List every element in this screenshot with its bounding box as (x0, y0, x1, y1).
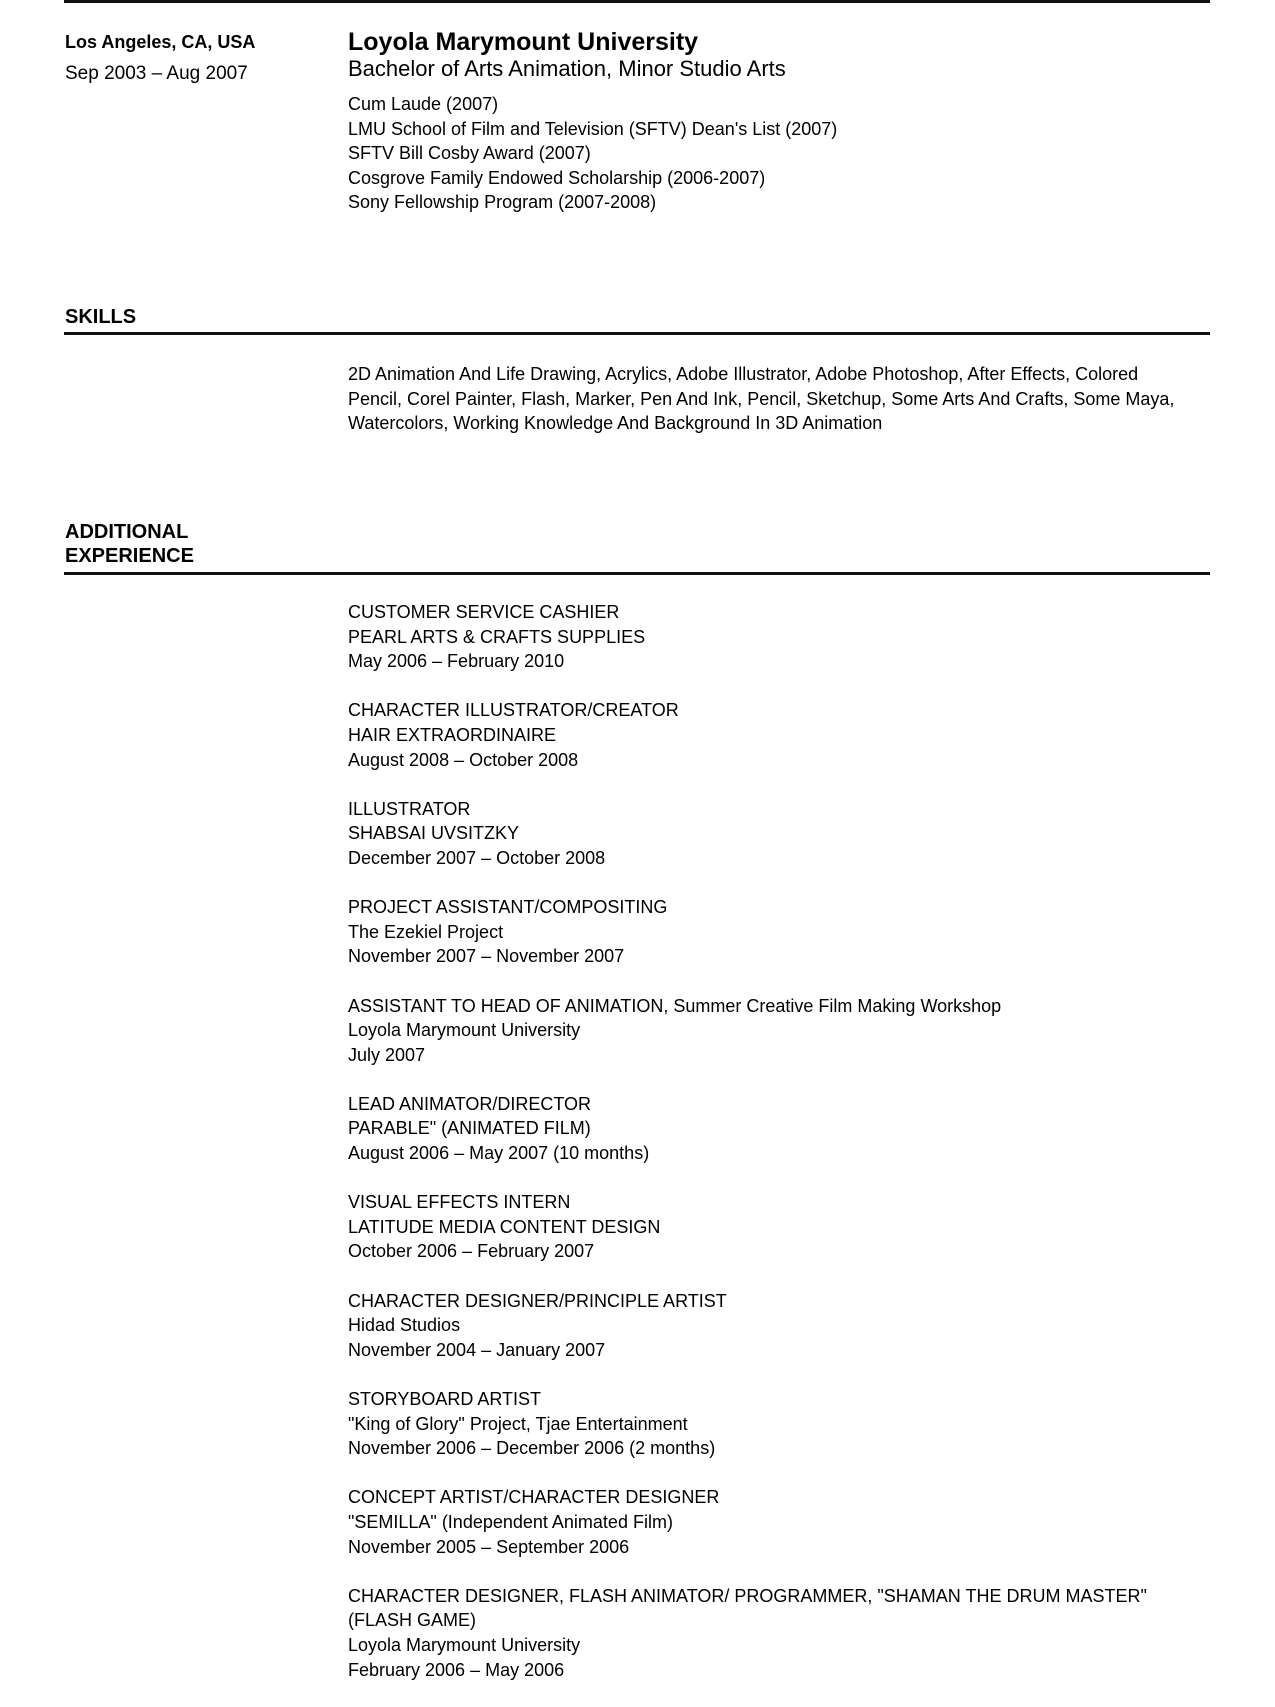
experience-entry (348, 1092, 1147, 1166)
skills-text: 2D Animation And Life Drawing, Acrylics, Adobe Illustrator, Adobe Photoshop, After Effects, Colored Pencil, Corel Painter, Flash, Marker, Pen And Ink, Pencil, Sketchup, Some Arts And Crafts, Some Maya, Watercolors, Working Knowledge And Background In 3D Animation (348, 364, 1175, 434)
education-dates: Sep 2003 – Aug 2007 (65, 63, 248, 84)
job-dates: August 2006 – May 2007 (10 months) (348, 1143, 650, 1164)
honor-item: Cum Laude (2007) (348, 94, 499, 114)
honor-item: LMU School of Film and Television (SFTV) Dean's List (2007) (348, 118, 838, 139)
experience-divider (64, 572, 1210, 575)
job-dates: November 2007 – November 2007 (348, 946, 625, 967)
employer: "SEMILLA" (Independent Animated Film) (348, 1511, 673, 1532)
job-title: PROJECT ASSISTANT/COMPOSITING (348, 897, 668, 918)
school-name: Loyola Marymount University (348, 28, 699, 56)
job-dates: November 2004 – January 2007 (348, 1339, 606, 1360)
skills-heading: SKILLS (65, 306, 137, 328)
job-title-continued: (FLASH GAME) (348, 1610, 477, 1631)
job-title: ILLUSTRATOR (348, 798, 471, 819)
education-details (348, 28, 837, 215)
experience-entry (348, 600, 1147, 674)
job-dates: October 2006 – February 2007 (348, 1241, 595, 1262)
experience-entry (348, 1190, 1147, 1264)
job-dates: November 2006 – December 2006 (2 months) (348, 1438, 716, 1459)
job-title: CHARACTER DESIGNER/PRINCIPLE ARTIST (348, 1290, 727, 1311)
job-title: VISUAL EFFECTS INTERN (348, 1192, 571, 1213)
education-location: Los Angeles, CA, USA (65, 32, 256, 52)
job-title: LEAD ANIMATOR/DIRECTOR (348, 1093, 592, 1114)
experience-entry (348, 1485, 1147, 1559)
experience-entry (348, 1584, 1147, 1682)
job-title: CHARACTER ILLUSTRATOR/CREATOR (348, 700, 679, 721)
job-dates: August 2008 – October 2008 (348, 749, 579, 770)
job-dates: November 2005 – September 2006 (348, 1536, 630, 1557)
honor-item: SFTV Bill Cosby Award (2007) (348, 143, 591, 164)
job-dates: July 2007 (348, 1044, 426, 1065)
degree: Bachelor of Arts Animation, Minor Studio Arts (348, 56, 786, 81)
experience-heading-line2: EXPERIENCE (65, 545, 194, 567)
job-dates: May 2006 – February 2010 (348, 651, 565, 672)
employer: Loyola Marymount University (348, 1634, 581, 1655)
experience-heading (65, 520, 194, 568)
employer: PARABLE" (ANIMATED FILM) (348, 1118, 591, 1139)
job-title: ASSISTANT TO HEAD OF ANIMATION, Summer Creative Film Making Workshop (348, 995, 1002, 1016)
experience-entry (348, 994, 1147, 1068)
employer: LATITUDE MEDIA CONTENT DESIGN (348, 1216, 661, 1237)
experience-entry (348, 698, 1147, 772)
employer: Loyola Marymount University (348, 1020, 581, 1041)
employer: PEARL ARTS & CRAFTS SUPPLIES (348, 626, 646, 647)
employer: Hidad Studios (348, 1315, 461, 1336)
employer: The Ezekiel Project (348, 921, 504, 942)
top-divider (64, 0, 1210, 3)
employer: HAIR EXTRAORDINAIRE (348, 724, 557, 745)
experience-entry (348, 1289, 1147, 1363)
education-meta (65, 31, 255, 85)
experience-heading-line1: ADDITIONAL (65, 521, 189, 543)
job-title: CONCEPT ARTIST/CHARACTER DESIGNER (348, 1487, 720, 1508)
job-title: STORYBOARD ARTIST (348, 1389, 542, 1409)
job-title: CHARACTER DESIGNER, FLASH ANIMATOR/ PROGRAMMER, "SHAMAN THE DRUM MASTER" (348, 1585, 1147, 1606)
employer: "King of Glory" Project, Tjae Entertainment (348, 1413, 688, 1434)
honor-item: Sony Fellowship Program (2007-2008) (348, 192, 657, 213)
experience-entry (348, 797, 1147, 871)
honor-item: Cosgrove Family Endowed Scholarship (2006-2007) (348, 167, 766, 188)
experience-entry (348, 1387, 1147, 1461)
job-dates: February 2006 – May 2006 (348, 1659, 565, 1680)
experience-list (348, 600, 1147, 1707)
job-dates: December 2007 – October 2008 (348, 847, 606, 868)
employer: SHABSAI UVSITZKY (348, 823, 520, 844)
experience-entry (348, 895, 1147, 969)
honors-list (348, 92, 837, 215)
skills-divider (64, 332, 1210, 335)
job-title: CUSTOMER SERVICE CASHIER (348, 602, 620, 622)
